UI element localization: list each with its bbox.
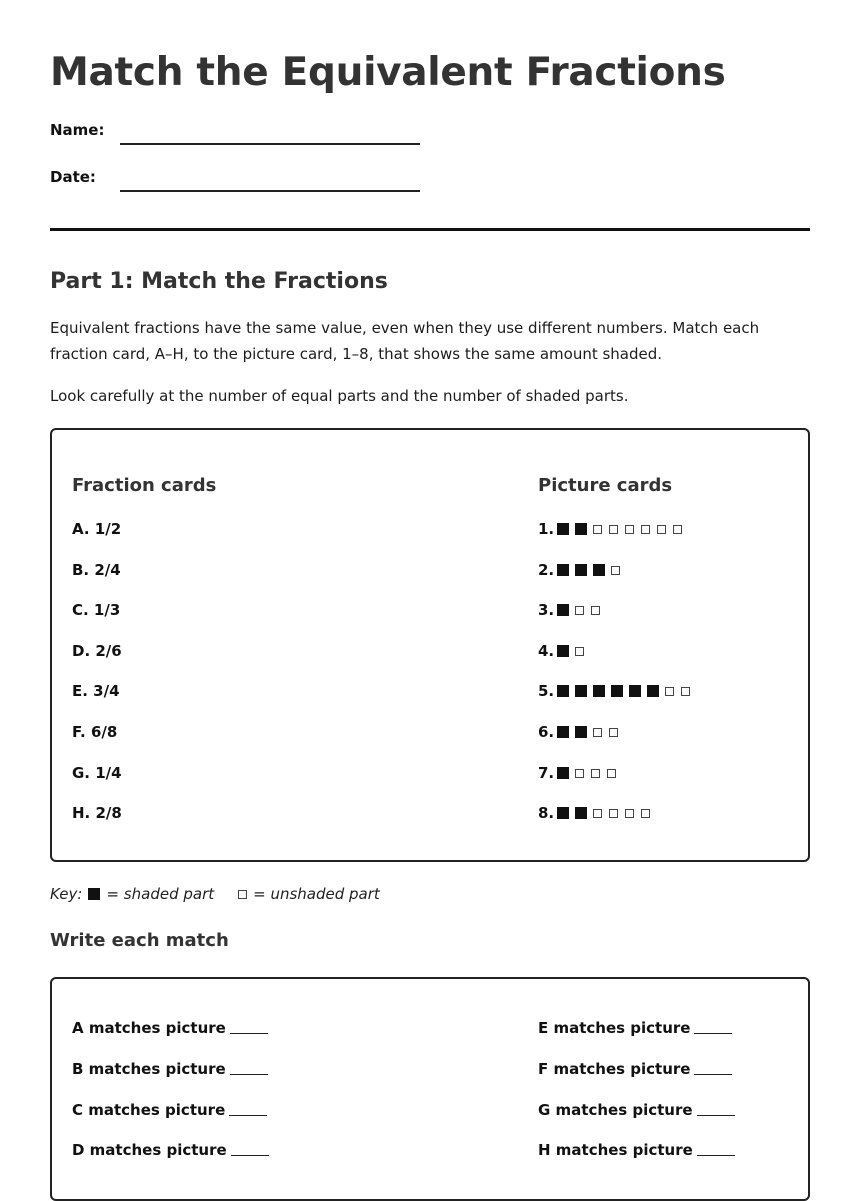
shaded-square-icon	[629, 685, 641, 697]
fraction-card: H. 2/8	[72, 804, 122, 822]
unshaded-square-icon	[681, 687, 690, 696]
fraction-card: G. 1/4	[72, 764, 122, 782]
unshaded-square-icon	[611, 566, 620, 575]
fraction-card: C. 1/3	[72, 601, 121, 619]
match-line	[538, 1101, 735, 1119]
key-prefix: Key:	[50, 885, 83, 903]
answer-blank[interactable]	[694, 1074, 732, 1075]
unshaded-square-icon	[641, 809, 650, 818]
shaded-square-icon	[611, 685, 623, 697]
picture-card-label: 7.	[538, 764, 555, 782]
key-unshaded-text: = unshaded part	[253, 885, 380, 903]
match-label: D matches picture	[72, 1141, 227, 1159]
shaded-square-icon	[557, 523, 569, 535]
picture-card	[538, 682, 697, 700]
unshaded-square-icon	[609, 525, 618, 534]
shaded-square-icon	[575, 807, 587, 819]
key-legend	[50, 885, 380, 903]
answer-blank[interactable]	[230, 1033, 268, 1034]
fraction-cards-heading: Fraction cards	[72, 475, 217, 496]
match-line	[72, 1141, 269, 1159]
match-label: A matches picture	[72, 1019, 226, 1037]
match-line	[538, 1141, 735, 1159]
date-field	[50, 168, 96, 186]
fraction-card: D. 2/6	[72, 642, 122, 660]
picture-card	[538, 804, 657, 822]
picture-card	[538, 764, 623, 782]
name-label: Name:	[50, 121, 105, 139]
fraction-card: A. 1/2	[72, 520, 122, 538]
shaded-square-icon	[647, 685, 659, 697]
match-label: E matches picture	[538, 1019, 691, 1037]
unshaded-square-icon	[575, 769, 584, 778]
name-input-line[interactable]	[120, 143, 420, 145]
key-shaded-text: = shaded part	[106, 885, 215, 903]
unshaded-square-icon	[593, 809, 602, 818]
unshaded-square-icon	[625, 809, 634, 818]
unshaded-square-icon	[238, 890, 247, 899]
match-line	[72, 1101, 267, 1119]
header-divider	[50, 228, 810, 231]
match-label: C matches picture	[72, 1101, 226, 1119]
match-label: F matches picture	[538, 1060, 691, 1078]
answer-blank[interactable]	[231, 1155, 269, 1156]
picture-card-label: 1.	[538, 520, 555, 538]
shaded-square-icon	[575, 726, 587, 738]
picture-card-label: 2.	[538, 561, 555, 579]
intro-paragraph: Equivalent fractions have the same value, even when they use different numbers. Match each fraction card, A–H, to the picture card, 1–8, that shows the same amount shaded.	[50, 319, 760, 363]
shaded-square-icon	[557, 564, 569, 576]
picture-card	[538, 520, 689, 538]
shaded-square-icon	[557, 726, 569, 738]
part1-heading: Part 1: Match the Fractions	[50, 269, 388, 294]
picture-card	[538, 642, 591, 660]
picture-card-label: 3.	[538, 601, 555, 619]
unshaded-square-icon	[609, 809, 618, 818]
match-label: B matches picture	[72, 1060, 226, 1078]
unshaded-square-icon	[625, 525, 634, 534]
match-line	[72, 1060, 268, 1078]
unshaded-square-icon	[593, 728, 602, 737]
match-label: G matches picture	[538, 1101, 693, 1119]
unshaded-square-icon	[593, 525, 602, 534]
answer-blank[interactable]	[694, 1033, 732, 1034]
picture-card-label: 6.	[538, 723, 555, 741]
answer-blank[interactable]	[229, 1115, 267, 1116]
unshaded-square-icon	[575, 647, 584, 656]
unshaded-square-icon	[665, 687, 674, 696]
shaded-square-icon	[88, 888, 100, 900]
unshaded-square-icon	[609, 728, 618, 737]
match-line	[72, 1019, 268, 1037]
answer-blank[interactable]	[697, 1115, 735, 1116]
shaded-square-icon	[557, 604, 569, 616]
fraction-card: B. 2/4	[72, 561, 121, 579]
picture-card-label: 8.	[538, 804, 555, 822]
fraction-card: E. 3/4	[72, 682, 120, 700]
unshaded-square-icon	[673, 525, 682, 534]
unshaded-square-icon	[607, 769, 616, 778]
write-matches-heading: Write each match	[50, 930, 229, 951]
unshaded-square-icon	[575, 606, 584, 615]
name-field	[50, 121, 104, 139]
match-line	[538, 1060, 732, 1078]
unshaded-square-icon	[591, 606, 600, 615]
answer-blank[interactable]	[230, 1074, 268, 1075]
answer-blank[interactable]	[697, 1155, 735, 1156]
date-label: Date:	[50, 168, 96, 186]
shaded-square-icon	[557, 807, 569, 819]
picture-card-label: 4.	[538, 642, 555, 660]
shaded-square-icon	[593, 564, 605, 576]
unshaded-square-icon	[641, 525, 650, 534]
shaded-square-icon	[557, 685, 569, 697]
shaded-square-icon	[593, 685, 605, 697]
cards-box	[50, 428, 810, 862]
shaded-square-icon	[575, 564, 587, 576]
tip-paragraph: Look carefully at the number of equal parts and the number of shaded parts.	[50, 387, 629, 405]
shaded-square-icon	[575, 523, 587, 535]
page-title: Match the Equivalent Fractions	[50, 50, 726, 95]
unshaded-square-icon	[591, 769, 600, 778]
date-input-line[interactable]	[120, 190, 420, 192]
picture-card-label: 5.	[538, 682, 555, 700]
shaded-square-icon	[575, 685, 587, 697]
shaded-square-icon	[557, 767, 569, 779]
picture-cards-heading: Picture cards	[538, 475, 673, 496]
picture-card	[538, 561, 627, 579]
match-line	[538, 1019, 732, 1037]
shaded-square-icon	[557, 645, 569, 657]
picture-card	[538, 601, 607, 619]
matches-box	[50, 977, 810, 1201]
picture-card	[538, 723, 625, 741]
match-label: H matches picture	[538, 1141, 693, 1159]
unshaded-square-icon	[657, 525, 666, 534]
fraction-card: F. 6/8	[72, 723, 118, 741]
